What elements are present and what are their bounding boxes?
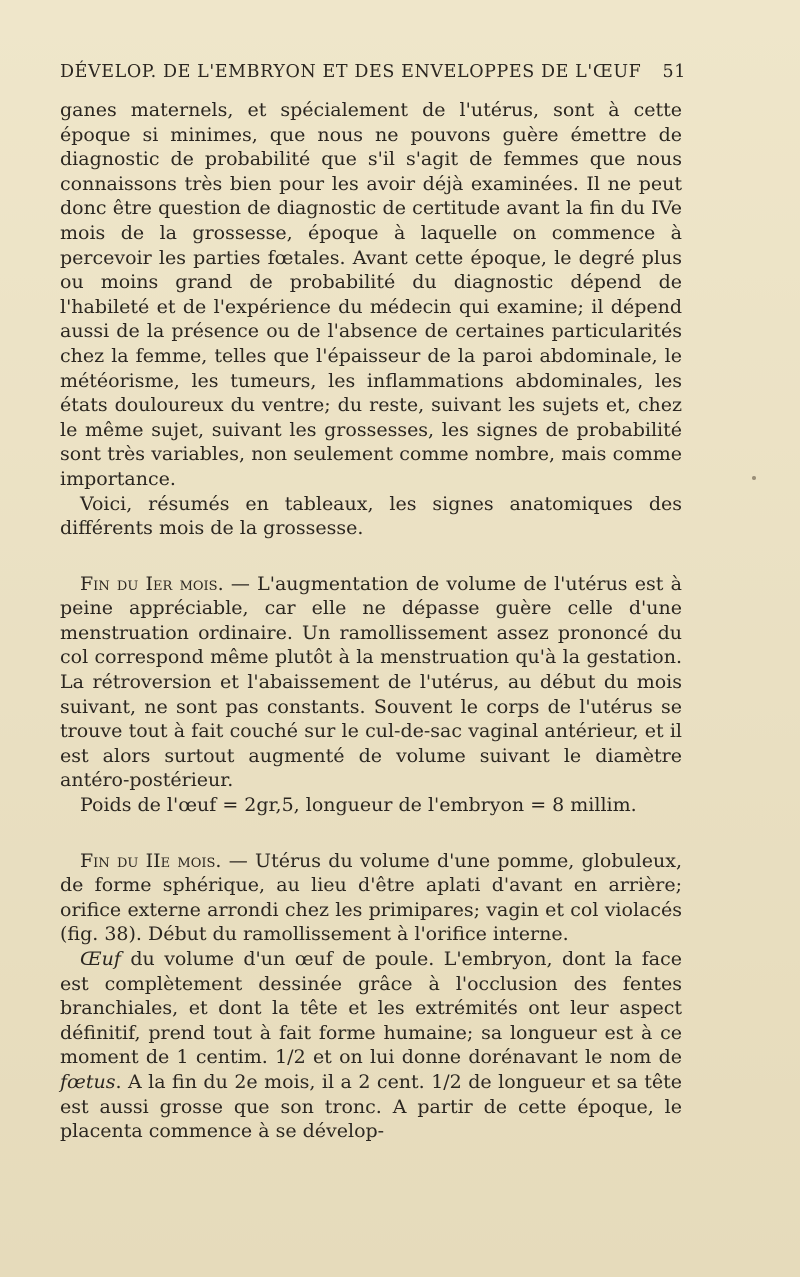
weight-line: Poids de l'œuf = 2gr,5, longueur de l'embryon = 8 millim.: [80, 794, 637, 817]
running-head: [60, 62, 686, 82]
paragraph-continued: ganes maternels, et spécialement de l'utérus, sont à cette époque si minimes, que nous ne pouvons guère émettre de diagnostic de probabilité que s'il s'agit de femmes que nous connaissons très bien pour les avoir déjà examinées. Il ne peut donc être question de diagnostic de certitude avant la fin du IVe mois de la grossesse, époque à laquelle on commence à percevoir les parties fœtales. Avant cette époque, le degré plus ou moins grand de probabilité du diagnostic dépend de l'habileté et de l'expérience du médecin qui examine; il dépend aussi de la présence ou de l'absence de certaines particularités chez la femme, telles que l'épaisseur de la paroi abdominale, le météorisme, les tumeurs, les inflammations abdominales, les états douloureux du ventre; du reste, suivant les sujets et, chez le même sujet, suivant les grossesses, les signes de probabilité sont très variables, non seulement comme nombre, mais comme importance.: [60, 99, 682, 490]
section-second-month: [60, 849, 682, 947]
paragraph-oeuf: [60, 947, 682, 1144]
margin-speck: [752, 476, 756, 480]
oeuf-end: . A la fin du 2e mois, il a 2 cent. 1/2 de longueur et sa tête est aussi grosse que son tronc. A partir de cette époque, le placenta commence à se dévelop-: [60, 1070, 682, 1143]
paragraph-intro-tables: Voici, résumés en tableaux, les signes anatomiques des différents mois de la grossesse.: [60, 492, 682, 540]
page-number: 51: [662, 62, 686, 82]
foetus-word: fœtus: [60, 1070, 116, 1093]
body-text: [60, 98, 682, 1144]
running-head-title: DÉVELOP. DE L'EMBRYON ET DES ENVELOPPES DE L'ŒUF: [60, 62, 642, 82]
oeuf-word: Œuf: [80, 948, 121, 970]
oeuf-body: du volume d'un œuf de poule. L'embryon, dont la face est complètement dessinée grâce à l'occlusion des fentes branchiales, et dont la tête et les extrémités ont leur aspect définitif, prend tout à fait forme humaine; sa longueur est à ce moment de 1 centim. 1/2 et on lui donne dorénavant le nom de: [60, 948, 682, 1069]
section-heading-second-month: Fin du IIe mois.: [80, 849, 222, 872]
section-first-month: [60, 572, 682, 793]
section-heading-first-month: Fin du Ier mois.: [80, 572, 224, 595]
section-body-first-month: — L'augmentation de volume de l'utérus est à peine appréciable, car elle ne dépasse guère celle d'une menstruation ordinaire. Un ramollissement assez prononcé du col correspond même plutôt à la menstruation qu'à la gestation. La rétroversion et l'abaissement de l'utérus, au début du mois suivant, ne sont pas constants. Souvent le corps de l'utérus se trouve tout à fait couché sur le cul-de-sac vaginal antérieur, et il est alors surtout augmenté de volume suivant le diamètre antéro-postérieur.: [60, 572, 682, 792]
section-body-second-month: — Utérus du volume d'une pomme, globuleux, de forme sphérique, au lieu d'être aplati d'avant en arrière; orifice externe arrondi chez les primipares; vagin et col violacés (fig. 38). Début du ramollissement à l'orifice interne.: [60, 849, 682, 946]
